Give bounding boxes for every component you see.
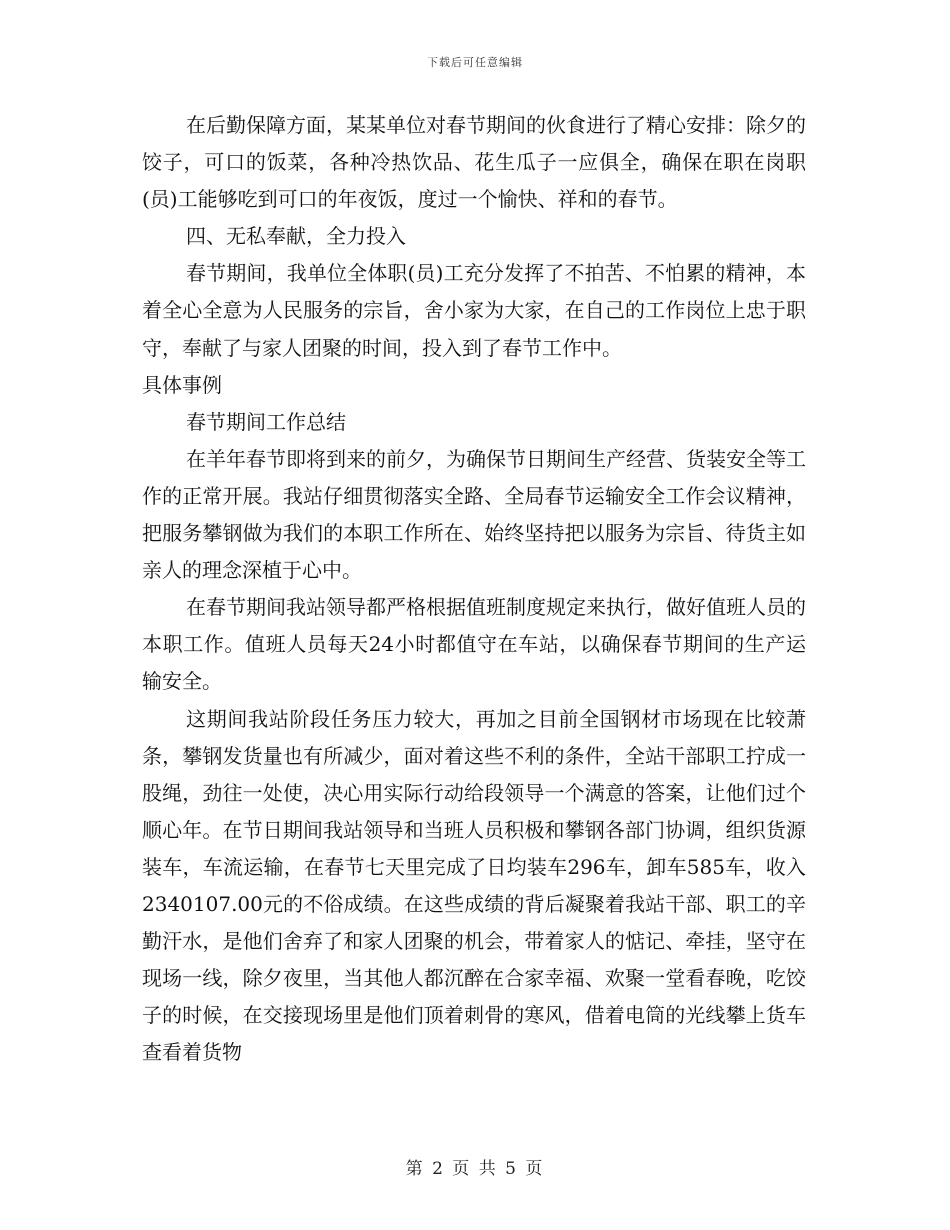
paragraph-staff-dedication: 春节期间，我单位全体职(员)工充分发挥了不拍苦、不怕累的精神，本着全心全意为人民服务的宗旨，舍小家为大家，在自己的工作岗位上忠于职守，奉献了与家人团聚的时间，投入到了春节工作中。 [142, 261, 806, 360]
paragraph-duty-schedule: 在春节期间我站领导都严格根据值班制度规定来执行，做好值班人员的本职工作。值班人员每天24小时都值守在车站，以确保春节期间的生产运输安全。 [142, 595, 806, 694]
page-header: 下载后可任意编辑 [427, 56, 523, 69]
page-number-footer: 第 2 页 共 5 页 [405, 1159, 545, 1179]
paragraph-logistics: 在后勤保障方面，某某单位对春节期间的伙食进行了精心安排：除夕的饺子，可口的饭菜，各种冷热饮品、花生瓜子一应俱全，确保在职在岗职(员)工能够吃到可口的年夜饭，度过一个愉快、祥和的春节。 [142, 113, 806, 212]
document-subtitle: 春节期间工作总结 [186, 409, 346, 434]
paragraph-examples-label: 具体事例 [142, 372, 222, 397]
section-heading-dedication: 四、无私奉献，全力投入 [186, 224, 406, 249]
document-body [142, 107, 806, 1071]
paragraph-intro: 在羊年春节即将到来的前夕，为确保节日期间生产经营、货装安全等工作的正常开展。我站仔细贯彻落实全路、全局春节运输安全工作会议精神，把服务攀钢做为我们的本职工作所在、始终坚持把以服务为宗旨、待货主如亲人的理念深植于心中。 [142, 446, 806, 583]
paragraph-achievements: 这期间我站阶段任务压力较大，再加之目前全国钢材市场现在比较萧条，攀钢发货量也有所减少，面对着这些不利的条件，全站干部职工拧成一股绳，劲往一处使，决心用实际行动给段领导一个满意的答案，让他们过个顺心年。在节日期间我站领导和当班人员积极和攀钢各部门协调，组织货源装车，车流运输，在春节七天里完成了日均装车296车，卸车585车，收入2340107.00元的不俗成绩。在这些成绩的背后凝聚着我站干部、职工的辛勤汗水，是他们舍弃了和家人团聚的机会，带着家人的惦记、牵挂，坚守在现场一线，除夕夜里，当其他人都沉醉在合家幸福、欢聚一堂看春晚，吃饺子的时候，在交接现场里是他们顶着刺骨的寒风，借着电筒的光线攀上货车查看着货物 [142, 706, 806, 1065]
